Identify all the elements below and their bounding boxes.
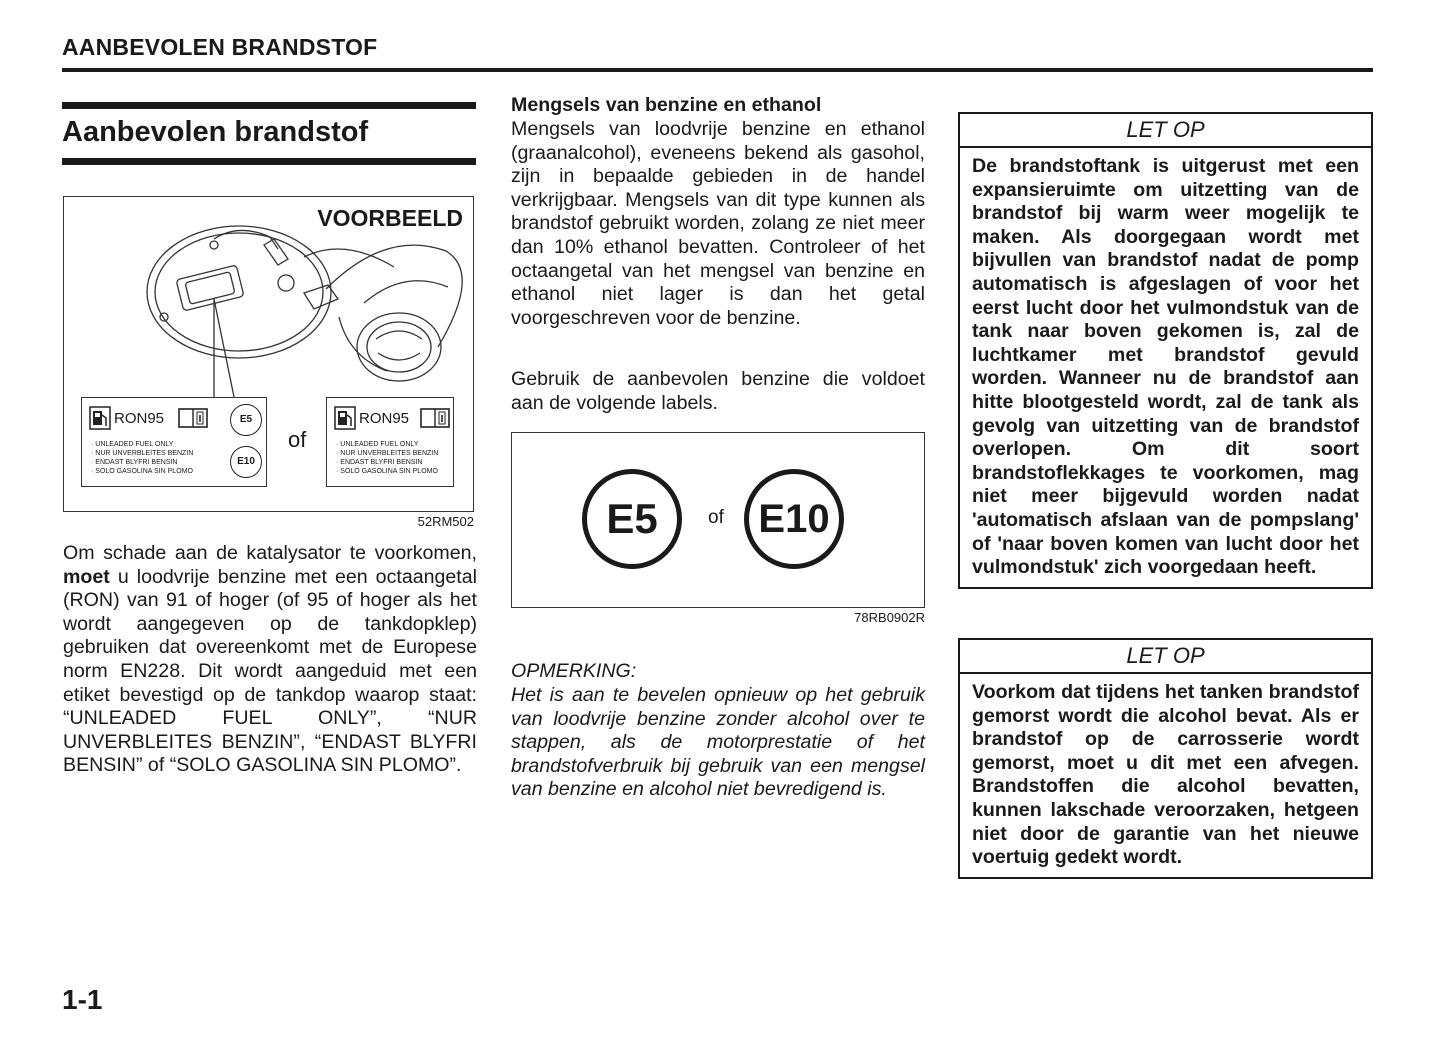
label-line: · ENDAST BLYFRI BENSIN <box>91 459 178 466</box>
emphasis-text: moet <box>63 565 110 588</box>
figure-or-text: of <box>288 427 307 452</box>
e5-e10-figure <box>511 432 925 608</box>
figure-example-label: VOORBEELD <box>317 205 463 231</box>
label-line: · SOLO GASOLINA SIN PLOMO <box>336 468 438 475</box>
e10-badge: E10 <box>744 469 844 569</box>
section-top-bar <box>62 102 476 109</box>
paragraph-text: Om schade aan de katalysator te voorkomen, <box>63 542 477 564</box>
note-label: OPMERKING: <box>511 660 637 682</box>
e5-badge-small: E5 <box>230 404 262 436</box>
labels-paragraph: Gebruik de aanbevolen benzine die voldoet aan de volgende labels. <box>511 368 925 414</box>
fuel-pump-icon <box>334 406 356 430</box>
info-book-icon <box>178 408 208 428</box>
subheading: Mengsels van benzine en ethanol <box>511 94 822 116</box>
header-rule <box>62 68 1373 72</box>
fuel-label-left <box>81 397 267 487</box>
fuel-pump-icon <box>89 406 111 430</box>
ethanol-paragraph: Mengsels van loodvrije benzine en ethanol (graanalcohol), eveneens bekend als gasohol, zijn in bepaalde gebieden in de handel verkrijgbaar. Mengsels van dit type kunnen als brandstof gebruikt worden, zolang ze niet meer dan 10% ethanol bevatten. Controleer of het octaangetal van het mengsel van benzine en ethanol niet lager is dan het getal voorgeschreven voor de benzine. <box>511 118 925 329</box>
caution-title: LET OP <box>960 114 1371 148</box>
note-text: Het is aan te bevelen opnieuw op het gebruik van loodvrije benzine zonder alcohol over te stappen, als de motorprestatie of het brandstofverbruik bij gebruik van een mengsel van benzine en alcohol niet bevredigend is. <box>511 684 925 801</box>
caution-text: De brandstoftank is uitgerust met een expansieruimte om uitzetting van de brandstof bij warm weer mogelijk te maken. Als doorgegaan wordt met bijvullen van brandstof nadat de pomp automatisch is afgeslagen of voor het eerst lucht door het vulmondstuk van de tank naar boven gekomen is, zal de luchtkamer met brandstof gevuld worden. Wanneer nu de brandstof aan hitte blootgesteld wordt, zal de tank als gevolg van uitzetting van de brandstof overlopen. Om dit soort brandstoflekkages te voorkomen, mag niet meer bijgevuld worden nadat 'automatisch afslaan van de pompslang' of 'naar boven komen van lucht door het vulmondstuk' zich voorgedaan heeft. <box>972 155 1359 579</box>
page-number: 1-1 <box>62 984 103 1015</box>
fuel-label-right <box>326 397 454 487</box>
caution-box-alcohol <box>958 638 1373 879</box>
e5-badge: E5 <box>582 469 682 569</box>
paragraph-text: u loodvrije benzine met een octaangetal (RON) van 91 of hoger (of 95 of hoger als het wordt aangegeven op de tankdopklep) gebruiken dat overeenkomt met de Europese norm EN228. Dit wordt aangeduid met een etiket bevestigd op de tankdop waarop staat: “UNLEADED FUEL ONLY”, “NUR UNVERBLEITES BENZIN”, “ENDAST BLYFRI BENSIN” of “SOLO GASOLINA SIN PLOMO”. <box>63 565 477 777</box>
label-line: · ENDAST BLYFRI BENSIN <box>336 459 423 466</box>
caution-title: LET OP <box>960 640 1371 674</box>
ron-rating: RON95 <box>359 410 410 427</box>
ron-requirement-paragraph <box>63 542 477 778</box>
section-bottom-bar <box>62 158 476 165</box>
info-book-icon <box>420 408 450 428</box>
figure-code: 78RB0902R <box>854 610 925 625</box>
fuel-lid-figure <box>63 196 474 512</box>
figure-code: 52RM502 <box>417 514 474 529</box>
caution-text: Voorkom dat tijdens het tanken brandstof gemorst wordt die alcohol bevat. Als er brandstof op de carrosserie wordt gemorst, moet u dit met een afvegen. Brandstoffen die alcohol bevatten, kunnen lakschade veroorzaken, hetgeen niet door de garantie van het nieuwe voertuig gedekt wordt. <box>972 681 1359 869</box>
section-title: Aanbevolen brandstof <box>62 116 369 148</box>
ron-rating: RON95 <box>114 410 165 427</box>
label-line: · UNLEADED FUEL ONLY <box>91 441 174 448</box>
label-line: · UNLEADED FUEL ONLY <box>336 441 419 448</box>
label-line: · NUR UNVERBLEITES BENZIN <box>336 450 439 457</box>
running-header: AANBEVOLEN BRANDSTOF <box>62 34 378 60</box>
label-line: · SOLO GASOLINA SIN PLOMO <box>91 468 193 475</box>
label-text-lines <box>91 440 193 476</box>
label-line: · NUR UNVERBLEITES BENZIN <box>91 450 194 457</box>
label-text-lines <box>336 440 438 476</box>
caution-box-overflow <box>958 112 1373 589</box>
figure-or-text: of <box>708 507 724 528</box>
e10-badge-small: E10 <box>230 446 262 478</box>
